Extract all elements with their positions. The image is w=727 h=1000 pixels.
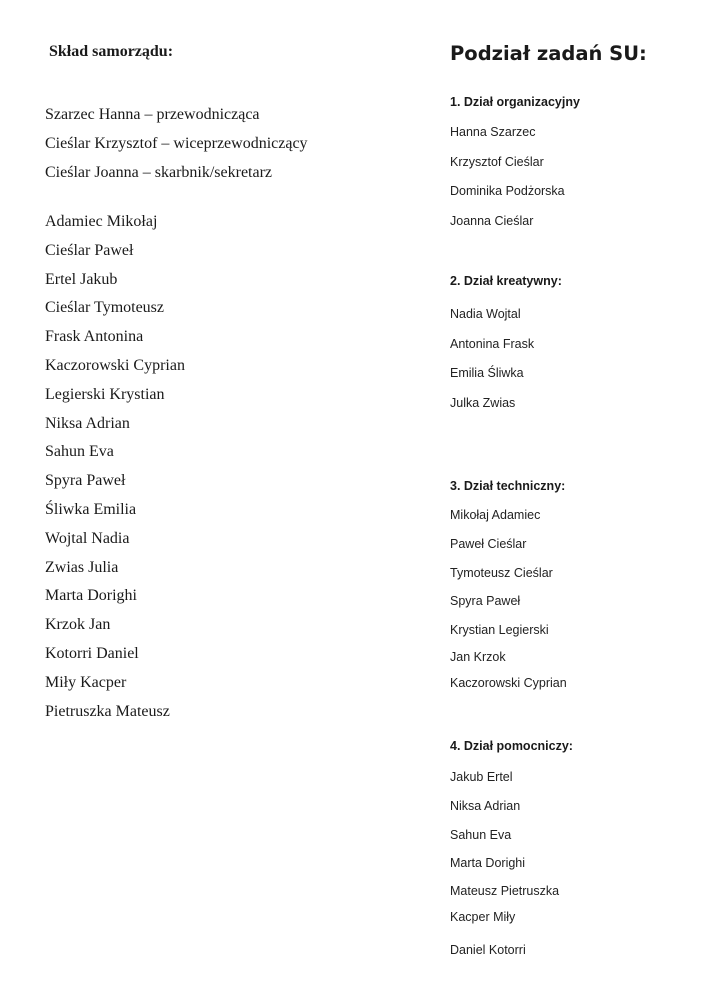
section-technical (450, 477, 567, 698)
member-item: Adamiec Mikołaj (45, 213, 158, 230)
member-item: Miły Kacper (45, 673, 127, 691)
section-member: Dominika Podżorska (450, 184, 565, 198)
section-member: Niksa Adrian (450, 798, 521, 813)
section-members (450, 763, 573, 970)
section-member: Kaczorowski Cyprian (450, 675, 567, 690)
section-member: Joanna Cieślar (450, 213, 534, 228)
section-member: Julka Zwias (450, 395, 516, 410)
members-list (45, 208, 185, 726)
member-item: Pietruszka Mateusz (45, 702, 170, 720)
leader-treasurer-secretary: Cieślar Joanna – skarbnik/sekretarz (45, 163, 273, 181)
member-item: Cieślar Tymoteusz (45, 299, 165, 317)
member-item: Wojtal Nadia (45, 529, 130, 547)
section-member: Sahun Eva (450, 827, 512, 842)
section-member: Jakub Ertel (450, 770, 513, 784)
member-item: Cieślar Paweł (45, 241, 134, 259)
section-members (450, 118, 580, 236)
task-division-title: Podział zadań SU: (450, 42, 647, 65)
leader-vice-chair: Cieślar Krzysztof – wiceprzewodniczący (45, 134, 308, 152)
section-member: Krzysztof Cieślar (450, 154, 544, 169)
council-composition-title: Skład samorządu: (49, 43, 174, 60)
section-member: Kacper Miły (450, 910, 516, 925)
section-member: Mateusz Pietruszka (450, 884, 560, 899)
section-member: Emilia Śliwka (450, 366, 524, 380)
section-member: Nadia Wojtal (450, 307, 521, 321)
member-item: Spyra Paweł (45, 472, 126, 490)
section-member: Krystian Legierski (450, 623, 549, 638)
section-title: 4. Dział pomocniczy: (450, 739, 573, 753)
section-title: 1. Dział organizacyjny (450, 95, 580, 109)
leader-chair: Szarzec Hanna – przewodnicząca (45, 106, 260, 123)
section-member: Mikołaj Adamiec (450, 508, 541, 522)
section-title: 2. Dział kreatywny: (450, 274, 562, 288)
member-item: Sahun Eva (45, 443, 114, 461)
section-member: Tymoteusz Cieślar (450, 565, 553, 580)
leaders-list (45, 101, 308, 187)
section-member: Hanna Szarzec (450, 125, 536, 139)
section-support (450, 737, 573, 970)
member-item: Zwias Julia (45, 558, 119, 576)
section-member: Spyra Paweł (450, 594, 521, 609)
section-members (450, 501, 567, 698)
section-member: Daniel Kotorri (450, 943, 526, 958)
member-item: Krzok Jan (45, 616, 111, 634)
section-organizational (450, 93, 580, 236)
member-item: Frask Antonina (45, 328, 144, 346)
section-title: 3. Dział techniczny: (450, 479, 566, 493)
member-item: Ertel Jakub (45, 270, 118, 288)
section-member: Antonina Frask (450, 336, 535, 351)
member-item: Niksa Adrian (45, 414, 130, 432)
member-item: Marta Dorighi (45, 587, 137, 605)
section-members (450, 300, 562, 418)
section-member: Marta Dorighi (450, 856, 526, 871)
member-item: Śliwka Emilia (45, 500, 137, 518)
member-item: Kotorri Daniel (45, 644, 139, 662)
member-item: Kaczorowski Cyprian (45, 356, 185, 374)
member-item: Legierski Krystian (45, 385, 165, 403)
section-creative (450, 272, 562, 418)
section-member: Paweł Cieślar (450, 536, 527, 551)
section-member: Jan Krzok (450, 649, 506, 664)
